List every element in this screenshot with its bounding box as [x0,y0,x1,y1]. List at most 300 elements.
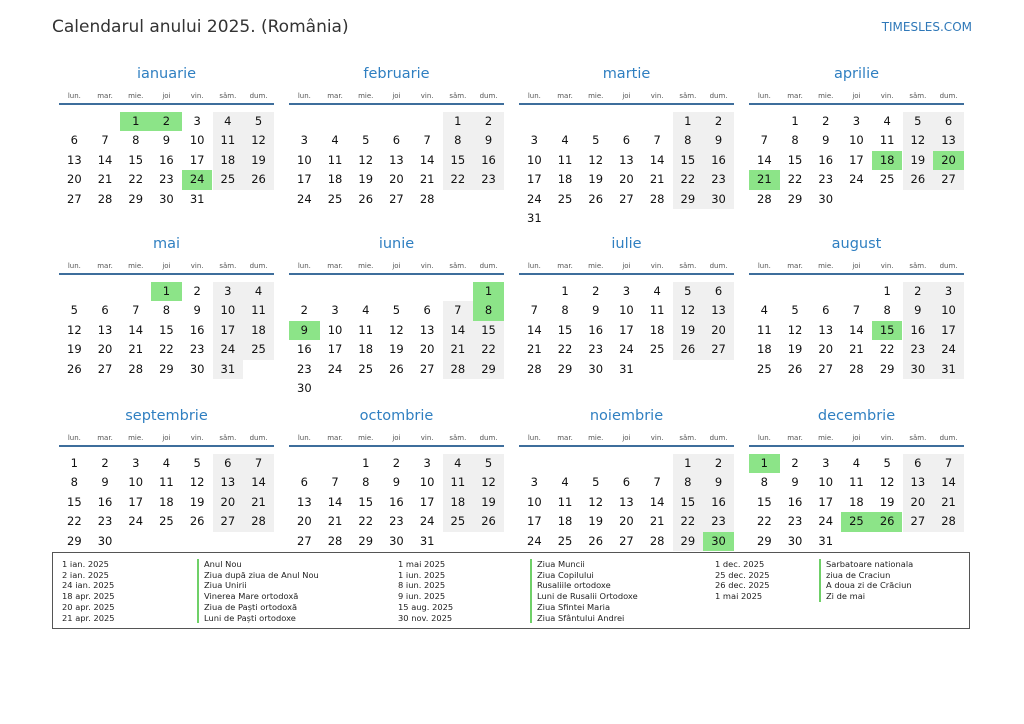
day-cell: 24 [327,361,343,376]
weekday-header: lun. [527,262,541,270]
weekday-header: mar. [97,262,113,270]
header-rule [749,273,964,275]
day-cell: 29 [128,191,144,206]
legend-entry: A doua zi de Crăciun [826,580,912,591]
legend-entry: Rusaliile ortodoxe [537,580,611,591]
day-cell: 28 [849,361,864,376]
weekday-header: sâm. [449,434,467,442]
day-cell: 5 [392,303,401,318]
day-cell: 10 [818,475,834,490]
day-cell: 19 [243,151,274,170]
legend-entry: 1 ian. 2025 [62,559,109,569]
day-cell: 23 [588,342,604,357]
day-cell: 19 [588,514,604,529]
day-cell: 29 [757,533,772,548]
weekday-header: dum. [249,92,268,100]
day-cell: 23 [903,340,934,359]
day-cell: 18 [557,514,573,529]
day-cell: 11 [243,301,274,320]
day-cell: 15 [757,494,772,509]
day-cell: 5 [791,303,799,318]
legend-entry: Luni de Rusalii Ortodoxe [537,591,638,602]
day-cell: 26 [673,340,704,359]
legend-dates-col-2 [398,559,453,623]
holiday-day-cell: 20 [933,151,964,170]
day-cell: 7 [653,475,661,490]
weekday-header: joi [852,92,861,100]
weekday-header: lun. [297,92,311,100]
day-cell: 28 [527,361,542,376]
legend-names-col-3 [819,559,913,602]
day-cell: 26 [189,514,205,529]
day-cell: 2 [473,112,504,131]
day-cell: 24 [297,191,312,206]
day-cell: 27 [97,361,113,376]
weekday-header: vin. [190,92,204,100]
weekday-header: dum. [939,434,958,442]
day-cell: 6 [392,133,401,148]
day-cell: 5 [883,456,891,470]
day-cell: 19 [588,172,604,187]
day-cell: 31 [527,211,542,225]
day-cell: 13 [67,152,82,167]
day-cell: 4 [331,133,339,148]
weekday-header: mar. [557,92,573,100]
holiday-day-cell: 25 [841,512,872,531]
day-cell: 8 [673,131,704,150]
day-cell: 16 [159,152,174,167]
day-cell: 6 [300,475,308,490]
day-cell: 27 [933,170,964,189]
day-cell: 20 [818,342,834,357]
weekday-header: joi [162,434,171,442]
legend-names-col-1 [197,559,319,623]
weekday-header: lun. [527,92,541,100]
day-cell: 19 [879,494,895,509]
day-cell: 26 [903,170,934,189]
day-cell: 4 [760,303,768,318]
day-cell: 27 [703,340,734,359]
weekday-header: sâm. [679,92,697,100]
weekday-header: joi [162,92,171,100]
day-cell: 23 [297,361,312,376]
day-cell: 17 [527,514,542,529]
day-cell: 22 [473,340,504,359]
legend-entry: 26 dec. 2025 [715,580,770,591]
day-cell: 19 [673,321,704,340]
day-cell: 27 [213,512,244,531]
day-cell: 15 [128,152,144,167]
weekday-header: mie. [818,434,834,442]
day-cell: 6 [933,112,964,131]
day-cell: 17 [419,494,435,509]
weekday-header: vin. [880,434,894,442]
day-cell: 5 [243,112,274,131]
day-cell: 11 [849,475,864,490]
day-cell: 11 [358,322,374,337]
day-cell: 8 [673,473,704,492]
day-cell: 11 [159,475,174,490]
day-cell: 15 [443,151,474,170]
day-cell: 29 [473,360,504,379]
day-cell: 16 [389,494,404,509]
weekday-header: sâm. [909,434,927,442]
day-cell: 3 [933,282,964,301]
day-cell: 27 [297,533,312,548]
day-cell: 24 [933,340,964,359]
day-cell: 9 [162,133,171,148]
weekday-header: mar. [787,262,803,270]
day-cell: 5 [592,133,600,148]
legend-entry: 24 ian. 2025 [62,580,115,591]
day-cell: 11 [557,494,573,509]
day-cell: 29 [673,190,704,209]
day-cell: 5 [193,456,201,470]
day-cell: 2 [392,456,401,470]
holiday-day-cell: 15 [872,321,903,340]
day-cell: 14 [649,494,665,509]
day-cell: 28 [327,533,343,548]
weekday-header: lun. [527,434,541,442]
weekday-header: joi [162,262,171,270]
day-cell: 20 [419,342,435,357]
day-cell: 17 [933,321,964,340]
day-cell: 27 [389,191,404,206]
day-cell: 15 [557,322,573,337]
day-cell: 10 [189,133,205,148]
day-cell: 30 [159,191,174,206]
day-cell: 28 [128,361,144,376]
day-cell: 2 [300,303,308,318]
day-cell: 1 [673,112,704,131]
day-cell: 8 [883,303,891,318]
day-cell: 8 [162,303,171,318]
month-name: ianuarie [136,66,197,82]
day-cell: 21 [649,172,665,187]
holiday-day-cell: 1 [749,454,780,473]
day-cell: 21 [849,342,864,357]
weekday-header: mar. [787,434,803,442]
day-cell: 3 [822,456,830,470]
day-cell: 28 [933,512,964,531]
day-cell: 22 [557,342,573,357]
day-cell: 21 [649,514,665,529]
day-cell: 29 [557,361,573,376]
day-cell: 13 [703,301,734,320]
day-cell: 10 [327,322,343,337]
day-cell: 14 [527,322,542,337]
weekday-header: mar. [557,434,573,442]
day-cell: 15 [159,322,174,337]
day-cell: 10 [128,475,144,490]
day-cell: 30 [297,381,312,395]
holiday-day-cell: 8 [473,301,504,320]
day-cell: 14 [443,321,474,340]
weekday-header: lun. [67,262,81,270]
day-cell: 24 [128,514,144,529]
day-cell: 5 [70,303,78,318]
header-rule [289,273,504,275]
day-cell: 14 [849,322,864,337]
holiday-day-cell: 1 [473,282,504,301]
weekday-header: joi [852,434,861,442]
header-rule [289,103,504,105]
day-cell: 16 [787,494,803,509]
day-cell: 22 [673,512,704,531]
day-cell: 25 [243,340,274,359]
day-cell: 26 [67,361,82,376]
day-cell: 22 [879,342,895,357]
legend-entry: Ziua după ziua de Anul Nou [204,569,319,580]
day-cell: 17 [818,494,834,509]
day-cell: 12 [903,131,934,150]
day-cell: 24 [527,533,542,548]
day-cell: 14 [128,322,144,337]
day-cell: 15 [67,494,82,509]
weekday-header: joi [852,262,861,270]
day-cell: 26 [473,512,504,531]
holiday-legend [52,552,970,629]
holiday-day-cell: 21 [749,170,780,189]
day-cell: 26 [588,191,604,206]
weekday-header: mar. [327,434,343,442]
day-cell: 24 [419,514,435,529]
day-cell: 20 [67,172,82,187]
day-cell: 16 [297,342,312,357]
day-cell: 15 [787,152,803,167]
day-cell: 5 [673,282,704,301]
day-cell: 25 [327,191,343,206]
day-cell: 1 [443,112,474,131]
legend-entry: 15 aug. 2025 [398,601,454,612]
weekday-header: dum. [939,262,958,270]
weekday-header: mie. [588,262,604,270]
weekday-header: mar. [97,434,113,442]
legend-entry: Sarbatoare nationala [826,559,914,569]
month-name: februarie [363,66,430,82]
weekday-header: vin. [420,92,434,100]
day-cell: 23 [473,170,504,189]
legend-entry: Ziua Unirii [204,580,247,591]
day-cell: 11 [557,152,573,167]
day-cell: 14 [757,152,772,167]
weekday-header: vin. [880,92,894,100]
day-cell: 19 [67,342,82,357]
weekday-header: mie. [358,262,374,270]
day-cell: 10 [933,301,964,320]
day-cell: 23 [703,512,734,531]
day-cell: 6 [213,454,244,473]
day-cell: 28 [97,191,113,206]
day-cell: 27 [818,361,834,376]
day-cell: 24 [213,340,244,359]
day-cell: 27 [619,191,634,206]
day-cell: 19 [787,342,803,357]
day-cell: 18 [849,494,864,509]
day-cell: 4 [162,456,171,470]
day-cell: 22 [787,172,803,187]
day-cell: 3 [530,133,538,148]
day-cell: 6 [622,133,631,148]
day-cell: 26 [358,191,374,206]
month-name: noiembrie [589,408,664,424]
day-cell: 25 [159,514,174,529]
weekday-header: lun. [297,434,311,442]
header-rule [59,273,274,275]
day-cell: 1 [883,284,891,298]
legend-entry: 1 mai 2025 [398,559,446,569]
weekday-header: mar. [557,262,573,270]
weekday-header: mar. [327,262,343,270]
day-cell: 10 [419,475,435,490]
day-cell: 19 [189,494,205,509]
day-cell: 19 [389,342,404,357]
legend-entry: Anul Nou [204,559,242,569]
day-cell: 13 [903,473,934,492]
day-cell: 2 [822,114,830,128]
day-cell: 6 [101,303,109,318]
day-cell: 7 [760,133,768,148]
day-cell: 27 [67,191,82,206]
day-cell: 7 [243,454,274,473]
day-cell: 20 [903,493,934,512]
holiday-day-cell: 2 [151,112,182,131]
day-cell: 8 [443,131,474,150]
day-cell: 10 [619,303,634,318]
day-cell: 2 [791,456,799,470]
weekday-header: dum. [479,92,498,100]
legend-entry: 9 iun. 2025 [398,591,446,602]
weekday-header: vin. [880,262,894,270]
day-cell: 9 [592,303,600,318]
header-rule [519,103,734,105]
day-cell: 22 [443,170,474,189]
weekday-header: sâm. [679,262,697,270]
day-cell: 12 [67,322,82,337]
header-rule [519,273,734,275]
month-name: martie [602,66,651,82]
day-cell: 22 [67,514,82,529]
day-cell: 20 [703,321,734,340]
day-cell: 4 [362,303,370,318]
weekday-header: mie. [358,92,374,100]
day-cell: 2 [101,456,109,470]
day-cell: 25 [443,512,474,531]
day-cell: 7 [132,303,140,318]
day-cell: 8 [70,475,78,490]
weekday-header: vin. [420,434,434,442]
day-cell: 2 [903,282,934,301]
weekday-header: vin. [650,92,664,100]
legend-entry: ziua de Craciun [826,569,891,580]
day-cell: 6 [622,475,631,490]
day-cell: 28 [757,191,772,206]
weekday-header: sâm. [909,262,927,270]
day-cell: 30 [97,533,113,548]
day-cell: 30 [818,191,834,206]
legend-entry: Vinerea Mare ortodoxă [204,591,299,602]
weekday-header: lun. [757,434,771,442]
day-cell: 21 [419,172,435,187]
day-cell: 18 [243,321,274,340]
weekday-header: sâm. [449,262,467,270]
day-cell: 24 [527,191,542,206]
header-rule [59,445,274,447]
day-cell: 12 [189,475,205,490]
day-cell: 6 [70,133,78,148]
header-rule [519,445,734,447]
weekday-header: vin. [190,434,204,442]
day-cell: 11 [649,303,665,318]
day-cell: 26 [243,170,274,189]
day-cell: 17 [189,152,205,167]
day-cell: 4 [561,133,569,148]
day-cell: 21 [128,342,144,357]
day-cell: 4 [653,284,661,298]
day-cell: 20 [213,493,244,512]
header-rule [749,445,964,447]
day-cell: 16 [903,321,934,340]
month-name: septembrie [125,408,208,424]
day-cell: 12 [673,301,704,320]
day-cell: 25 [358,361,374,376]
month-name: iunie [378,236,415,252]
day-cell: 7 [331,475,339,490]
day-cell: 16 [97,494,113,509]
day-cell: 13 [619,152,634,167]
day-cell: 28 [243,512,274,531]
day-cell: 18 [443,493,474,512]
day-cell: 31 [213,360,244,379]
legend-entry: 30 nov. 2025 [398,612,453,623]
day-cell: 1 [561,284,569,298]
month-name: august [831,236,882,252]
holiday-day-cell: 1 [151,282,182,301]
weekday-header: lun. [297,262,311,270]
legend-entry: 18 apr. 2025 [62,591,115,602]
weekday-header: dum. [709,434,728,442]
day-cell: 31 [933,360,964,379]
day-cell: 12 [787,322,803,337]
day-cell: 3 [132,456,140,470]
day-cell: 14 [933,473,964,492]
month-name: octombrie [359,408,434,424]
day-cell: 15 [673,151,704,170]
legend-entry: Ziua Sfântului Andrei [537,612,625,623]
day-cell: 31 [818,533,834,548]
day-cell: 17 [297,172,312,187]
header-rule [289,445,504,447]
day-cell: 20 [97,342,113,357]
day-cell: 14 [97,152,113,167]
weekday-header: mar. [97,92,113,100]
day-cell: 10 [849,133,864,148]
brand-link[interactable]: TIMESLES.COM [881,20,972,34]
day-cell: 29 [159,361,174,376]
day-cell: 18 [159,494,174,509]
day-cell: 18 [358,342,374,357]
legend-entry: 21 apr. 2025 [62,612,115,623]
day-cell: 15 [673,493,704,512]
day-cell: 8 [132,133,140,148]
day-cell: 16 [703,493,734,512]
day-cell: 4 [561,475,569,490]
day-cell: 2 [703,454,734,473]
legend-entry: Zi de mai [826,591,866,602]
day-cell: 25 [879,172,895,187]
day-cell: 13 [97,322,113,337]
day-cell: 19 [903,151,934,170]
